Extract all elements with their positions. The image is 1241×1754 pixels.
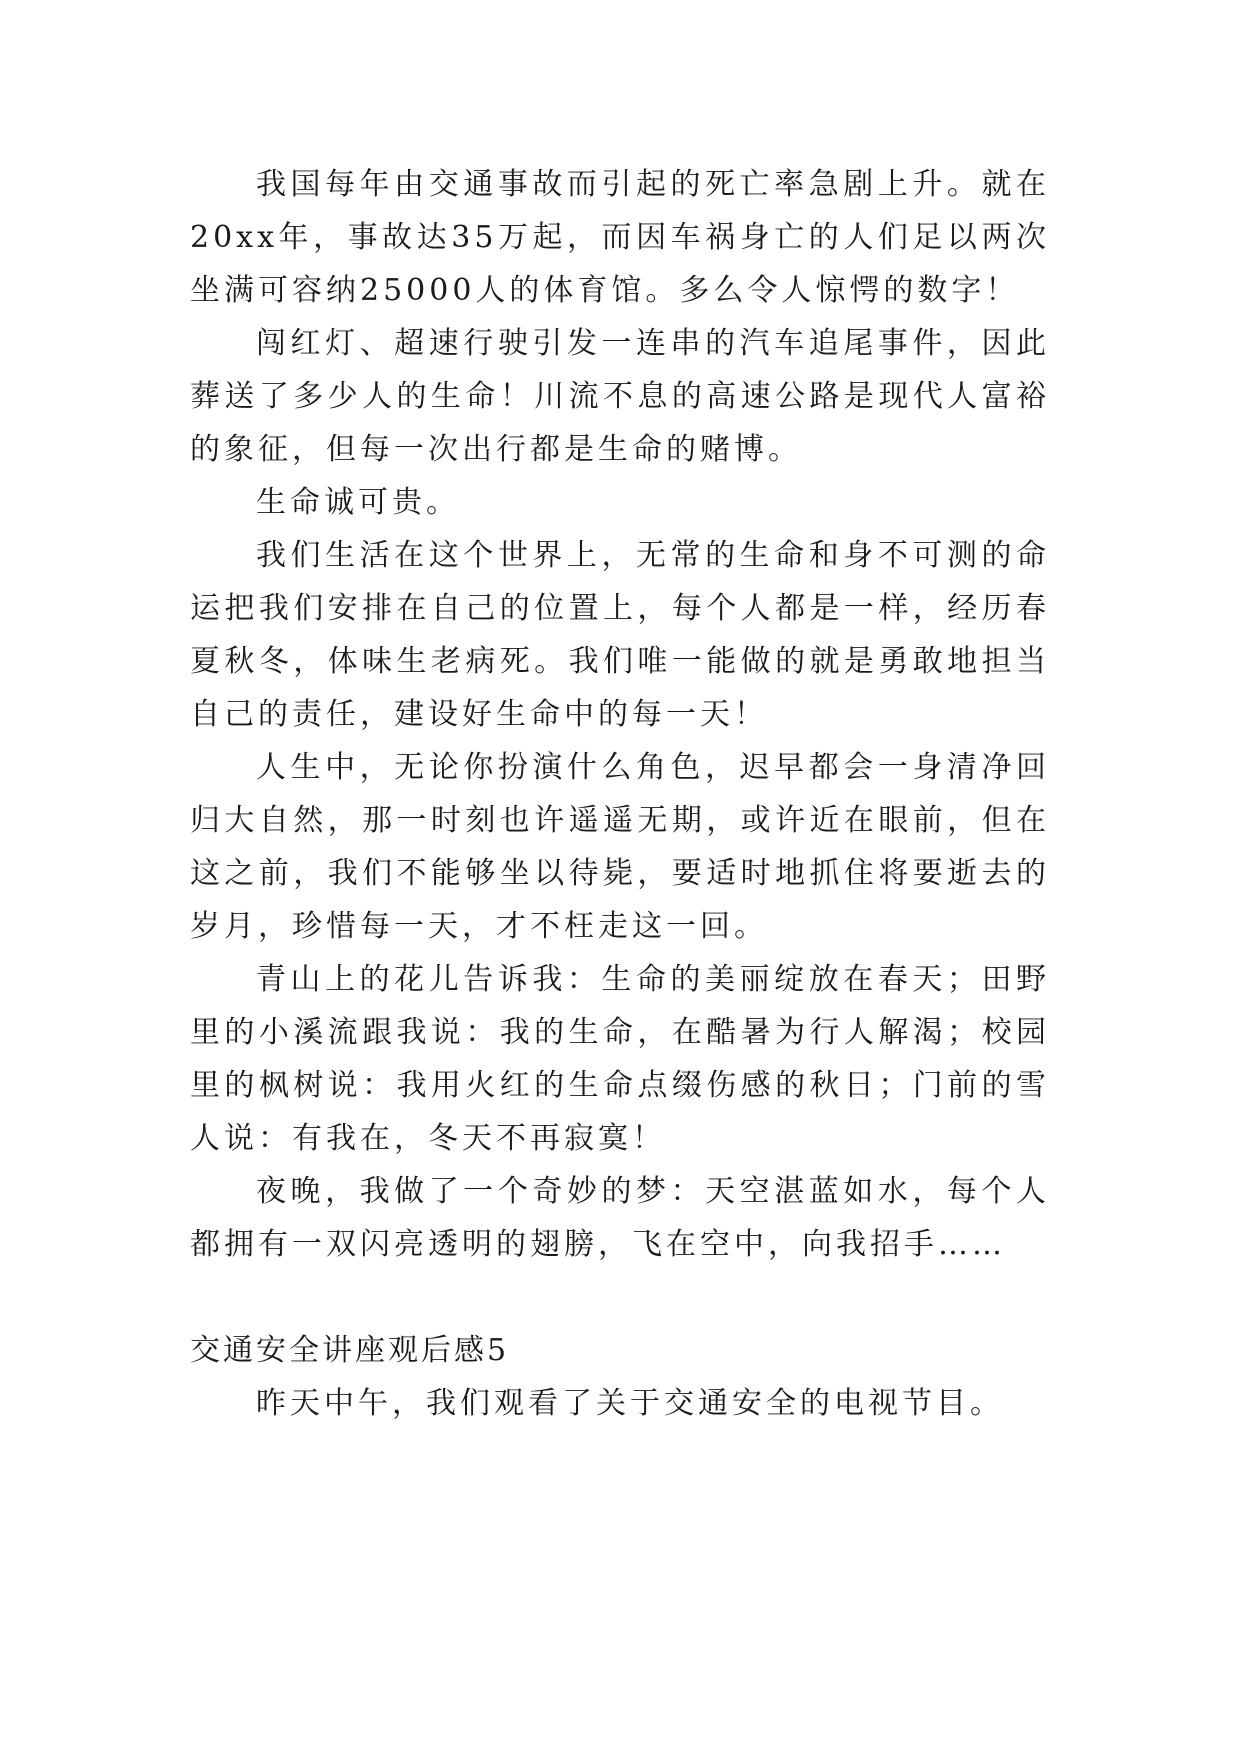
document-body [190,158,1050,1430]
paragraph-2: 闯红灯、超速行驶引发一连串的汽车追尾事件，因此葬送了多少人的生命！川流不息的高速公路是现代人富裕的象征，但每一次出行都是生命的赌博。 [190,326,1050,467]
paragraph-3: 生命诚可贵。 [256,485,460,520]
paragraph-1: 我国每年由交通事故而引起的死亡率急剧上升。就在20xx年，事故达35万起，而因车祸身亡的人们足以两次坐满可容纳25000人的体育馆。多么令人惊愕的数字！ [190,167,1050,308]
paragraph-6: 青山上的花儿告诉我：生命的美丽绽放在春天；田野里的小溪流跟我说：我的生命，在酷暑为行人解渴；校园里的枫树说：我用火红的生命点缀伤感的秋日；门前的雪人说：有我在，冬天不再寂寞！ [190,962,1050,1156]
paragraph-7: 夜晚，我做了一个奇妙的梦：天空湛蓝如水，每个人都拥有一双闪亮透明的翅膀，飞在空中，向我招手…… [190,1174,1050,1262]
section-heading: 交通安全讲座观后感5 [190,1333,510,1368]
paragraph-4: 我们生活在这个世界上，无常的生命和身不可测的命运把我们安排在自己的位置上，每个人都是一样，经历春夏秋冬，体味生老病死。我们唯一能做的就是勇敢地担当自己的责任，建设好生命中的每一天！ [190,538,1050,732]
paragraph-5: 人生中，无论你扮演什么角色，迟早都会一身清净回归大自然，那一时刻也许遥遥无期，或许近在眼前，但在这之前，我们不能够坐以待毙，要适时地抓住将要逝去的岁月，珍惜每一天，才不枉走这一回。 [190,750,1050,944]
section-paragraph-1: 昨天中午，我们观看了关于交通安全的电视节目。 [256,1386,1004,1421]
